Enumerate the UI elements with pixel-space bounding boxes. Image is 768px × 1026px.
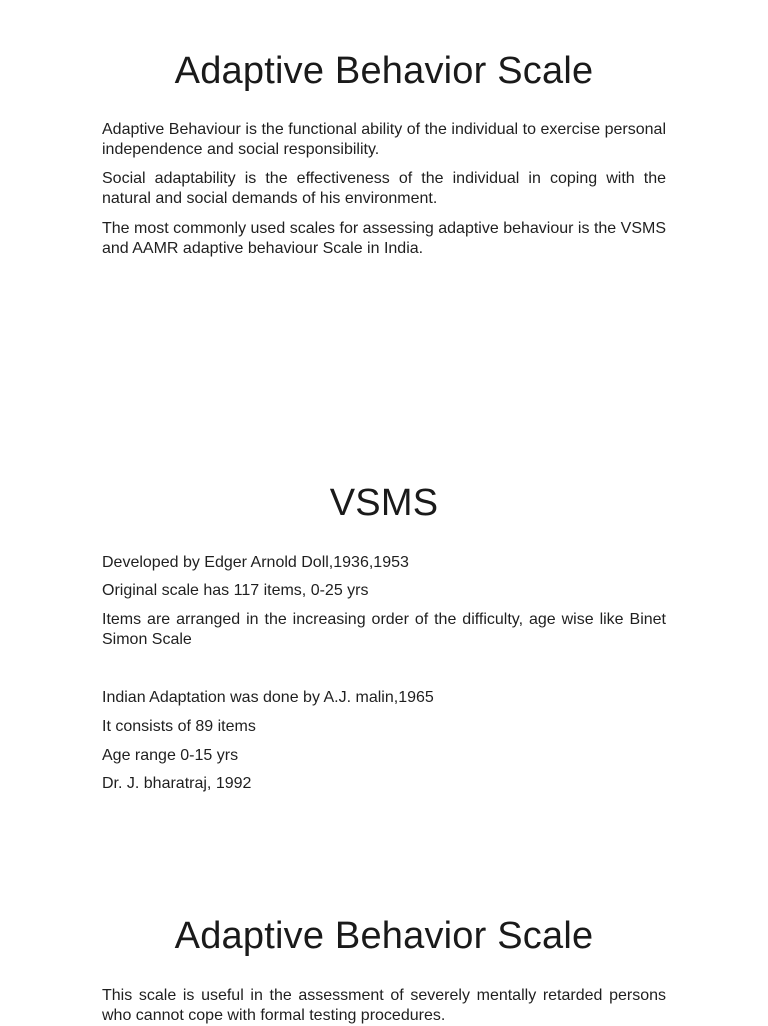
paragraph-definition: Adaptive Behaviour is the functional ability of the individual to exercise personal independence and social responsibility. xyxy=(102,121,666,158)
paragraph-usefulness: This scale is useful in the assessment of severely mentally retarded persons who cannot cope with formal testing procedures. xyxy=(102,987,666,1024)
paragraph-social-adaptability: Social adaptability is the effectiveness of the individual in coping with the natural and social demands of his environment. xyxy=(102,170,666,207)
paragraph-item-order: Items are arranged in the increasing order of the difficulty, age wise like Binet Simon Scale xyxy=(102,611,666,648)
paragraph-indian-adaptation: Indian Adaptation was done by A.J. malin,1965 xyxy=(102,689,434,706)
paragraph-original-scale: Original scale has 117 items, 0-25 yrs xyxy=(102,582,369,599)
paragraph-bharatraj: Dr. J. bharatraj, 1992 xyxy=(102,775,252,792)
slide-title: VSMS xyxy=(329,482,439,524)
paragraph-common-scales: The most commonly used scales for assessing adaptive behaviour is the VSMS and AAMR adaptive behaviour Scale in India. xyxy=(102,220,666,257)
paragraph-item-count: It consists of 89 items xyxy=(102,718,256,735)
paragraph-developer: Developed by Edger Arnold Doll,1936,1953 xyxy=(102,554,409,571)
paragraph-age-range: Age range 0-15 yrs xyxy=(102,747,239,764)
slide-title: Adaptive Behavior Scale xyxy=(174,915,594,957)
slide-title: Adaptive Behavior Scale xyxy=(174,50,594,92)
